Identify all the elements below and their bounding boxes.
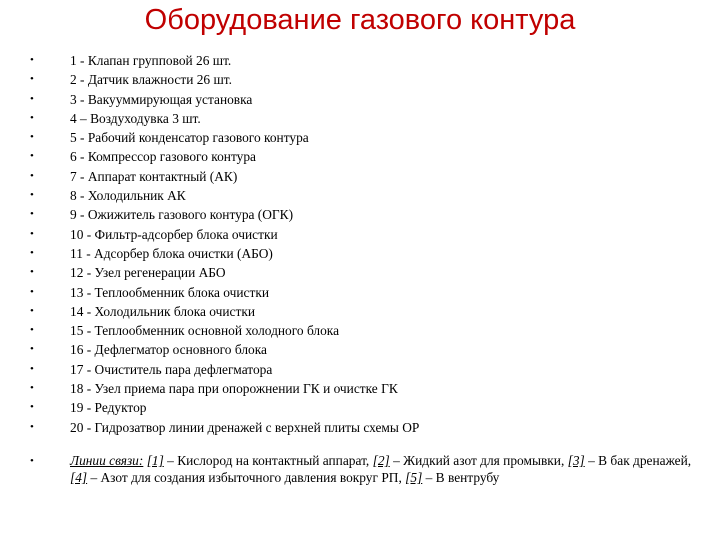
list-item: [30, 263, 700, 282]
list-item: [30, 186, 700, 205]
list-item: [30, 70, 700, 89]
list-item: [30, 379, 700, 398]
list-item-text: 6 - Компрессор газового контура: [70, 149, 256, 165]
list-item-text: 15 - Теплообменник основной холодного блока: [70, 323, 340, 339]
list-item-text: 13 - Теплообменник блока очистки: [70, 284, 270, 300]
line-desc-3: – В бак дренажей,: [584, 453, 692, 468]
list-item: [30, 109, 700, 128]
bullet-icon: •: [30, 266, 34, 279]
list-item-text: 2 - Датчик влажности 26 шт.: [70, 72, 232, 88]
list-item: [30, 147, 700, 166]
bullet-icon: •: [30, 343, 34, 356]
list-item-text: 11 - Адсорбер блока очистки (АБО): [70, 245, 273, 261]
bullet-icon: •: [30, 54, 34, 66]
list-item-text: 12 - Узел регенерации АБО: [70, 265, 226, 281]
line-ref-1: [1]: [146, 453, 164, 468]
line-ref-3: [3]: [567, 453, 585, 468]
connection-lines-item: [30, 452, 700, 486]
list-item-text: 14 - Холодильник блока очистки: [70, 303, 256, 319]
line-ref-2: [2]: [372, 453, 390, 468]
bullet-icon: •: [30, 73, 34, 86]
list-item-text: 4 – Воздуходувка 3 шт.: [70, 110, 201, 126]
list-item: [30, 360, 700, 379]
bullet-icon: •: [30, 189, 34, 202]
list-item: [30, 51, 700, 70]
list-item: [30, 90, 700, 109]
list-item-text: 8 - Холодильник АК: [70, 188, 186, 204]
line-desc-1: – Кислород на контактный аппарат,: [163, 453, 373, 468]
bullet-icon: •: [30, 455, 34, 467]
list-item: [30, 225, 700, 244]
bullet-icon: •: [30, 382, 34, 395]
list-item: [30, 205, 700, 224]
list-item-text: 16 - Дефлегматор основного блока: [70, 342, 267, 358]
bullet-icon: •: [30, 304, 34, 317]
equipment-list: [30, 51, 700, 437]
list-item-text: 9 - Ожижитель газового контура (ОГК): [70, 207, 294, 223]
list-item-text: 1 - Клапан групповой 26 шт.: [70, 53, 232, 68]
list-item-text: 7 - Аппарат контактный (АК): [70, 168, 238, 184]
list-item-text: 20 - Гидрозатвор линии дренажей с верхней плиты схемы ОР: [70, 419, 420, 435]
list-item-text: 5 - Рабочий конденсатор газового контура: [70, 130, 309, 146]
list-item: [30, 418, 700, 437]
list-item: [30, 167, 700, 186]
bullet-icon: •: [30, 92, 34, 105]
list-item-text: 3 - Вакууммирующая установка: [70, 91, 253, 107]
list-item: [30, 340, 700, 359]
list-item: [30, 398, 700, 417]
bullet-icon: •: [30, 227, 34, 240]
bullet-icon: •: [30, 131, 34, 144]
bullet-icon: •: [30, 169, 34, 182]
slide-title: Оборудование газового контура: [144, 4, 576, 36]
list-item-text: 19 - Редуктор: [70, 400, 147, 416]
connection-lines-note: [30, 452, 700, 486]
connection-lines-heading: Линии связи:: [70, 453, 144, 468]
list-item: [30, 128, 700, 147]
line-desc-5: – В вентрубу: [422, 470, 500, 485]
bullet-icon: •: [30, 246, 34, 259]
bullet-icon: •: [30, 285, 34, 298]
bullet-icon: •: [30, 401, 34, 414]
list-item-text: 17 - Очиститель пара дефлегматора: [70, 361, 273, 377]
list-item-text: 18 - Узел приема пара при опорожнении ГК и очистке ГК: [70, 381, 398, 397]
list-item-text: 10 - Фильтр-адсорбер блока очистки: [70, 226, 278, 242]
bullet-icon: •: [30, 324, 34, 337]
list-item: [30, 321, 700, 340]
bullet-icon: •: [30, 150, 34, 163]
bullet-icon: •: [30, 208, 34, 221]
bullet-icon: •: [30, 111, 34, 124]
list-item: [30, 283, 700, 302]
line-desc-4: – Азот для создания избыточного давления вокруг РП,: [87, 470, 406, 485]
bullet-icon: •: [30, 420, 34, 433]
bullet-icon: •: [30, 362, 34, 375]
line-ref-4: [4]: [70, 470, 88, 485]
line-desc-2: – Жидкий азот для промывки,: [389, 453, 568, 468]
list-item: [30, 302, 700, 321]
line-ref-5: [5]: [405, 470, 423, 485]
list-item: [30, 244, 700, 263]
